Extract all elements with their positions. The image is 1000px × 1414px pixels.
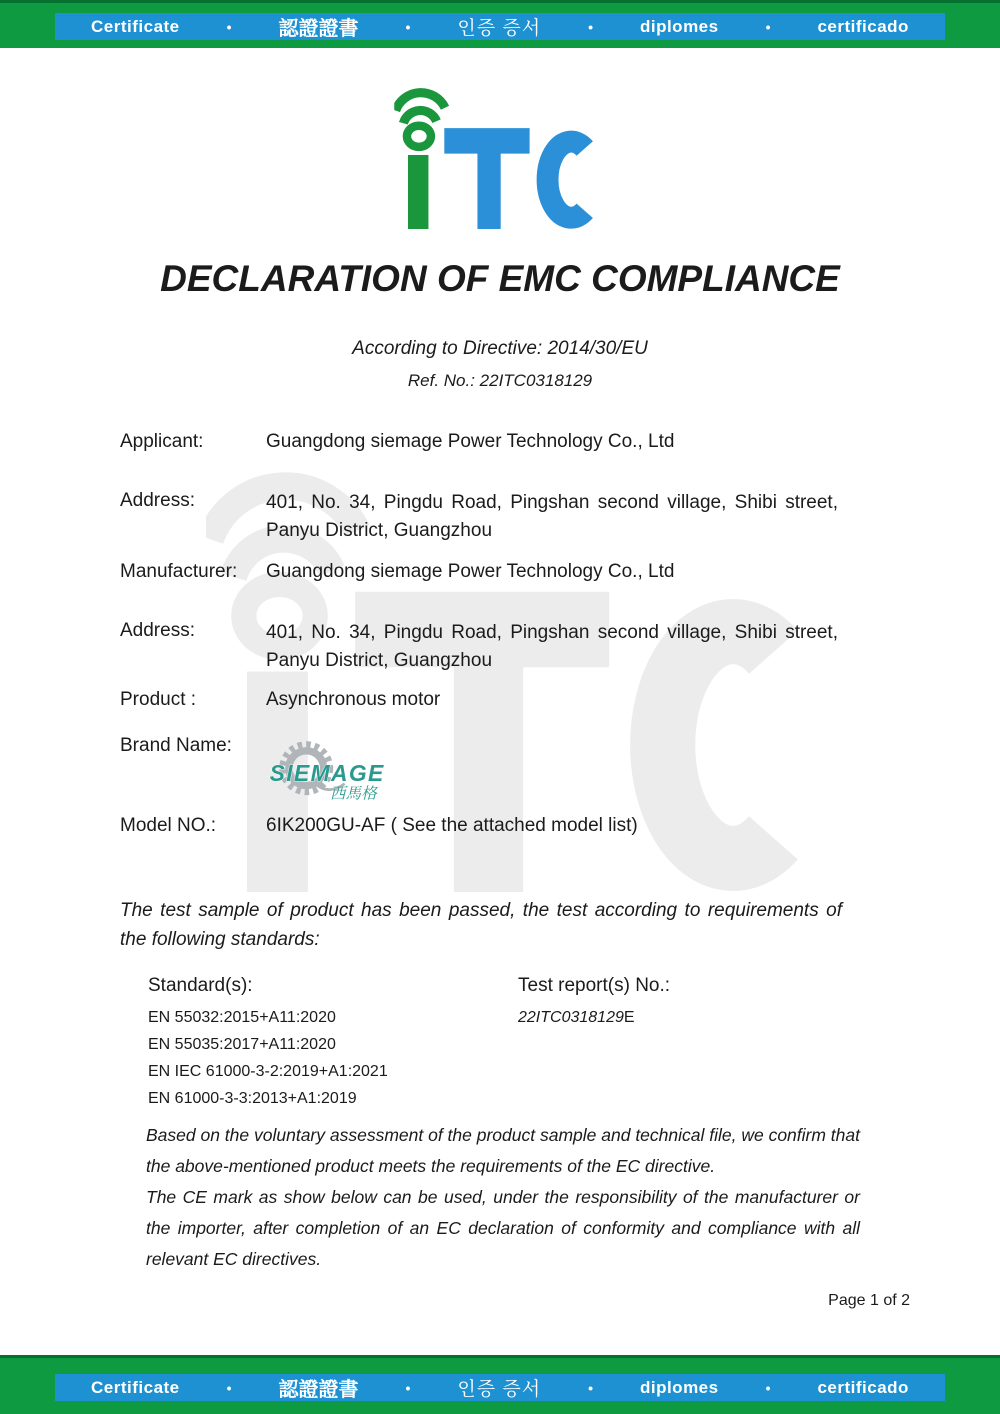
standard-item: EN IEC 61000-3-2:2019+A1:2021 [148, 1063, 388, 1080]
standard-item: EN 61000-3-3:2013+A1:2019 [148, 1090, 357, 1107]
bottom-banner [0, 1355, 1000, 1414]
banner-label-certificado: certificado [817, 1377, 909, 1397]
field-applicant [120, 430, 838, 454]
brand-logo-cell [266, 734, 838, 802]
banner-label-certificate: Certificate [91, 16, 180, 36]
bottom-banner-bar [55, 1374, 945, 1401]
address-label: Address: [120, 490, 195, 511]
address-value: 401, No. 34, Pingdu Road, Pingshan second village, Shibi street, Panyu District, Guangzhou [266, 492, 838, 541]
dot-separator-icon: • [765, 18, 771, 35]
field-model-no [120, 814, 838, 838]
statement-paragraph-2: The CE mark as show below can be used, under the responsibility of the manufacturer or the importer, after completion of an EC declaration of conformity and compliance with all relevant EC directives. [146, 1187, 860, 1269]
statement-section [146, 1120, 860, 1275]
standards-section [148, 974, 900, 1112]
test-report-number-suffix: E [623, 1009, 635, 1026]
siemage-brand-logo [266, 738, 416, 802]
intro-paragraph: The test sample of product has been passed, the test according to requirements of the following standards: [120, 900, 842, 950]
top-banner-bar [55, 13, 945, 40]
banner-label-certificate: Certificate [91, 1377, 180, 1397]
brand-name-label: Brand Name: [120, 735, 232, 756]
dot-separator-icon: • [405, 18, 411, 35]
dot-separator-icon: • [588, 18, 593, 35]
banner-label-korean: 인증 증서 [457, 18, 542, 39]
test-report-number-italic: 22ITC0318129 [518, 1009, 624, 1026]
applicant-value: Guangdong siemage Power Technology Co., Ltd [266, 431, 675, 452]
banner-label-chinese: 認證證書 [278, 18, 359, 40]
applicant-label: Applicant: [120, 431, 204, 452]
dot-separator-icon: • [765, 1379, 771, 1396]
dot-separator-icon: • [226, 1379, 232, 1396]
standard-item: EN 55032:2015+A11:2020 [148, 1009, 336, 1026]
banner-label-certificado: certificado [817, 16, 909, 36]
product-label: Product : [120, 689, 197, 710]
product-value: Asynchronous motor [266, 689, 441, 710]
banner-label-diplomes: diplomes [639, 1377, 719, 1397]
banner-label-korean: 인증 증서 [457, 1379, 542, 1400]
test-report-column [518, 974, 670, 1112]
directive-subtitle: According to Directive: 2014/30/EU [352, 338, 648, 359]
statement-paragraph-1: Based on the voluntary assessment of the product sample and technical file, we confirm that the above-mentioned product meets the requirements of the EC directive. [146, 1125, 860, 1176]
manufacturer-label: Manufacturer: [120, 561, 238, 582]
page-title: DECLARATION OF EMC COMPLIANCE [160, 258, 840, 299]
manufacturer-value: Guangdong siemage Power Technology Co., Ltd [266, 561, 675, 582]
dot-separator-icon: • [588, 1379, 593, 1396]
test-report-number [518, 1004, 670, 1031]
standards-column [148, 974, 518, 1112]
address-label: Address: [120, 620, 195, 641]
brand-logo-chinese-text: 西馬格 [330, 785, 377, 802]
fields-section [120, 430, 838, 838]
dot-separator-icon: • [226, 18, 232, 35]
top-banner [0, 0, 1000, 48]
model-no-label: Model NO.: [120, 815, 217, 836]
reference-number: Ref. No.: 22ITC0318129 [407, 371, 593, 390]
standards-heading: Standard(s): [148, 975, 253, 996]
model-no-value: 6IK200GU-AF ( See the attached model list) [266, 815, 638, 836]
page-number: Page 1 of 2 [828, 1292, 910, 1309]
banner-label-chinese: 認證證書 [278, 1379, 359, 1401]
standard-item: EN 55035:2017+A11:2020 [148, 1036, 336, 1053]
field-manufacturer [120, 560, 838, 584]
dot-separator-icon: • [405, 1379, 411, 1396]
field-address-2 [120, 619, 838, 674]
banner-label-diplomes: diplomes [639, 16, 719, 36]
field-brand-name [120, 734, 838, 802]
address-value: 401, No. 34, Pingdu Road, Pingshan second village, Shibi street, Panyu District, Guangzhou [266, 622, 838, 671]
field-product [120, 688, 838, 712]
test-report-heading: Test report(s) No.: [518, 975, 671, 996]
itc-logo [394, 88, 606, 229]
brand-logo-text: SIEMAGE [269, 759, 385, 786]
field-address-1 [120, 489, 838, 544]
